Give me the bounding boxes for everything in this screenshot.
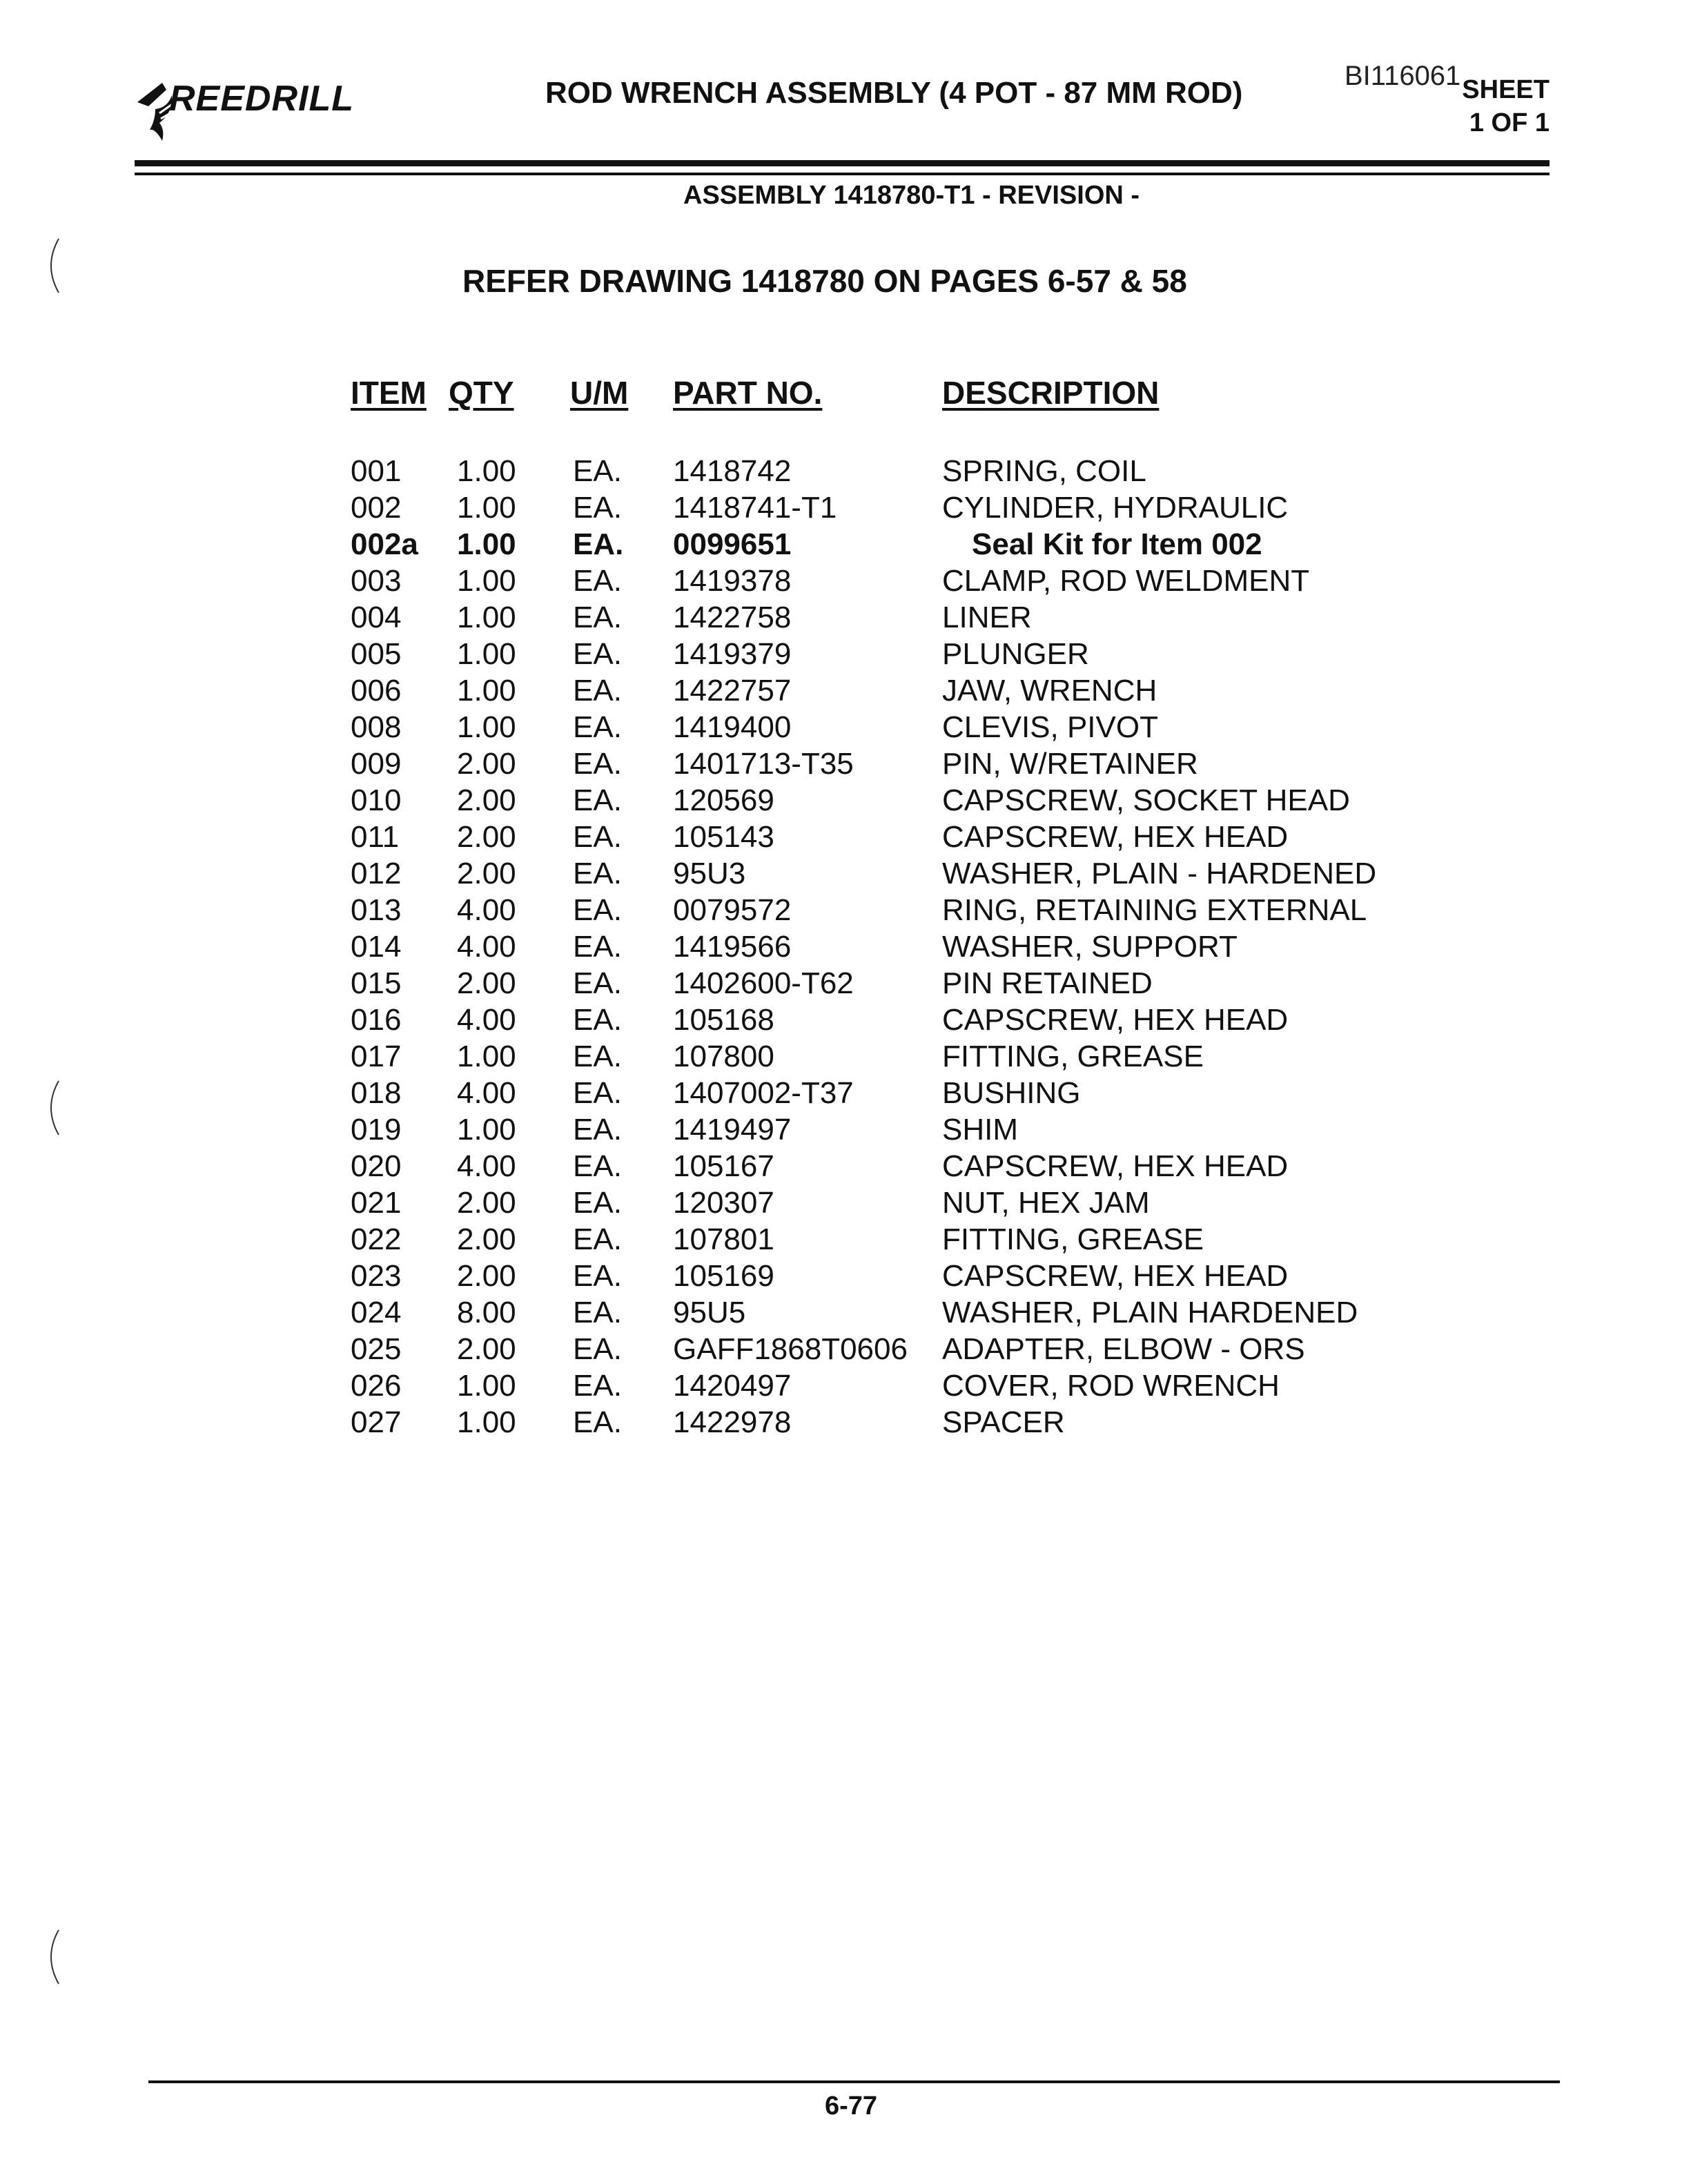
qty-cell: 4.00	[457, 1149, 516, 1183]
table-row	[0, 819, 1691, 855]
description-cell: NUT, HEX JAM	[942, 1186, 1150, 1220]
qty-cell: 1.00	[457, 601, 516, 634]
description-cell: BUSHING	[942, 1076, 1081, 1110]
description-cell: CLAMP, ROD WELDMENT	[942, 564, 1310, 598]
part-number-cell: 1418741-T1	[673, 491, 837, 525]
description-cell: FITTING, GREASE	[942, 1040, 1204, 1073]
description-cell: LINER	[942, 601, 1032, 634]
description-cell: PIN RETAINED	[942, 966, 1153, 1000]
um-cell: EA.	[573, 454, 622, 488]
description-cell: CAPSCREW, HEX HEAD	[942, 820, 1289, 854]
item-cell: 010	[351, 783, 402, 817]
table-row	[0, 636, 1691, 672]
um-cell: EA.	[573, 857, 622, 890]
um-cell: EA.	[573, 930, 622, 964]
um-cell: EA.	[573, 783, 622, 817]
um-cell: EA.	[573, 1186, 622, 1220]
part-number-cell: 1407002-T37	[673, 1076, 854, 1110]
um-cell: EA.	[573, 710, 622, 744]
item-cell: 004	[351, 601, 402, 634]
item-cell: 023	[351, 1259, 402, 1293]
page-number: 6-77	[825, 2092, 878, 2120]
sheet-label: SHEET	[1462, 75, 1550, 104]
um-cell: EA.	[573, 1296, 622, 1329]
table-row	[0, 672, 1691, 709]
description-cell: SPACER	[942, 1405, 1065, 1439]
qty-cell: 2.00	[457, 857, 516, 890]
description-cell: RING, RETAINING EXTERNAL	[942, 893, 1367, 927]
qty-cell: 1.00	[457, 491, 516, 525]
binder-mark-icon	[38, 1926, 66, 1988]
um-cell: EA.	[573, 1369, 622, 1403]
part-number-cell: 105169	[673, 1259, 774, 1293]
description-cell: CAPSCREW, HEX HEAD	[942, 1003, 1289, 1037]
um-cell: EA.	[573, 491, 622, 525]
part-number-cell: 1418742	[673, 454, 792, 488]
item-cell: 012	[351, 857, 402, 890]
description-cell: WASHER, PLAIN - HARDENED	[942, 857, 1377, 890]
logo-wordmark: REEDRILL	[169, 79, 354, 119]
um-cell: EA.	[573, 1149, 622, 1183]
um-cell: EA.	[573, 1259, 622, 1293]
description-cell: FITTING, GREASE	[942, 1222, 1204, 1256]
sheet-indicator	[1446, 73, 1550, 139]
item-cell: 002	[351, 491, 402, 525]
part-number-cell: 0079572	[673, 893, 792, 927]
part-number-cell: 107800	[673, 1040, 774, 1073]
qty-cell: 2.00	[457, 1259, 516, 1293]
table-row	[0, 453, 1691, 489]
header-rule-thick	[135, 160, 1550, 166]
qty-cell: 2.00	[457, 783, 516, 817]
um-cell: EA.	[573, 820, 622, 854]
um-cell: EA.	[573, 601, 622, 634]
description-cell: PLUNGER	[942, 637, 1089, 671]
table-row	[0, 1258, 1691, 1294]
column-header-um: U/M	[570, 375, 629, 411]
part-number-cell: 105143	[673, 820, 774, 854]
description-cell: WASHER, PLAIN HARDENED	[942, 1296, 1358, 1329]
qty-cell: 2.00	[457, 1186, 516, 1220]
table-row	[0, 1404, 1691, 1441]
parts-table-body	[0, 453, 1691, 1441]
part-number-cell: 1419400	[673, 710, 792, 744]
qty-cell: 2.00	[457, 1332, 516, 1366]
table-row	[0, 1331, 1691, 1367]
qty-cell: 4.00	[457, 893, 516, 927]
table-row	[0, 1075, 1691, 1111]
table-row	[0, 855, 1691, 892]
qty-cell: 2.00	[457, 747, 516, 781]
um-cell: EA.	[573, 1222, 622, 1256]
qty-cell: 1.00	[457, 1369, 516, 1403]
um-cell: EA.	[573, 1332, 622, 1366]
table-row	[0, 1367, 1691, 1404]
um-cell: EA.	[573, 1405, 622, 1439]
part-number-cell: 1402600-T62	[673, 966, 854, 1000]
description-cell: CAPSCREW, HEX HEAD	[942, 1149, 1289, 1183]
item-cell: 003	[351, 564, 402, 598]
um-cell: EA.	[573, 1040, 622, 1073]
table-row	[0, 1184, 1691, 1221]
qty-cell: 4.00	[457, 1076, 516, 1110]
item-cell: 021	[351, 1186, 402, 1220]
um-cell: EA.	[573, 893, 622, 927]
part-number-cell: 1401713-T35	[673, 747, 854, 781]
item-cell: 020	[351, 1149, 402, 1183]
part-number-cell: 1419378	[673, 564, 792, 598]
table-row	[0, 599, 1691, 636]
item-cell: 016	[351, 1003, 402, 1037]
item-cell: 017	[351, 1040, 402, 1073]
binder-mark-icon	[38, 235, 66, 297]
table-row	[0, 1148, 1691, 1184]
part-number-cell: 120569	[673, 783, 774, 817]
item-cell: 008	[351, 710, 402, 744]
um-cell: EA.	[573, 1003, 622, 1037]
description-cell: Seal Kit for Item 002	[972, 527, 1262, 561]
item-cell: 011	[351, 820, 400, 854]
part-number-cell: 1419566	[673, 930, 792, 964]
part-number-cell: 1422757	[673, 674, 792, 708]
table-row	[0, 1294, 1691, 1331]
table-row	[0, 965, 1691, 1002]
qty-cell: 1.00	[457, 1113, 516, 1147]
um-cell: EA.	[573, 564, 622, 598]
column-header-qty: QTY	[449, 375, 514, 411]
item-cell: 022	[351, 1222, 402, 1256]
part-number-cell: 1419379	[673, 637, 792, 671]
qty-cell: 1.00	[457, 454, 516, 488]
qty-cell: 4.00	[457, 1003, 516, 1037]
column-header-description: DESCRIPTION	[942, 375, 1160, 411]
qty-cell: 1.00	[457, 527, 516, 561]
part-number-cell: 1422758	[673, 601, 792, 634]
description-cell: COVER, ROD WRENCH	[942, 1369, 1280, 1403]
company-logo	[135, 75, 362, 144]
item-cell: 013	[351, 893, 402, 927]
qty-cell: 1.00	[457, 637, 516, 671]
item-cell: 009	[351, 747, 402, 781]
part-number-cell: 1419497	[673, 1113, 792, 1147]
um-cell: EA.	[573, 747, 622, 781]
part-number-cell: 95U3	[673, 857, 746, 890]
table-row	[0, 1038, 1691, 1075]
qty-cell: 1.00	[457, 1405, 516, 1439]
table-row-seal-kit	[0, 526, 1691, 563]
um-cell: EA.	[573, 966, 622, 1000]
qty-cell: 4.00	[457, 930, 516, 964]
qty-cell: 1.00	[457, 674, 516, 708]
item-cell: 018	[351, 1076, 402, 1110]
qty-cell: 1.00	[457, 1040, 516, 1073]
description-cell: PIN, W/RETAINER	[942, 747, 1198, 781]
description-cell: CAPSCREW, HEX HEAD	[942, 1259, 1289, 1293]
table-row	[0, 928, 1691, 965]
description-cell: SPRING, COIL	[942, 454, 1146, 488]
assembly-line: ASSEMBLY 1418780-T1 - REVISION -	[683, 181, 1140, 210]
item-cell: 025	[351, 1332, 402, 1366]
part-number-cell: 1422978	[673, 1405, 792, 1439]
item-cell: 002a	[351, 527, 418, 561]
refer-drawing-line: REFER DRAWING 1418780 ON PAGES 6-57 & 58	[462, 263, 1187, 299]
um-cell: EA.	[573, 674, 622, 708]
part-number-cell: 1420497	[673, 1369, 792, 1403]
um-cell: EA.	[573, 637, 622, 671]
sheet-value: 1 OF 1	[1469, 108, 1550, 137]
description-cell: WASHER, SUPPORT	[942, 930, 1238, 964]
qty-cell: 1.00	[457, 564, 516, 598]
description-cell: CLEVIS, PIVOT	[942, 710, 1158, 744]
qty-cell: 1.00	[457, 710, 516, 744]
table-row	[0, 1111, 1691, 1148]
footer-rule	[148, 2080, 1560, 2083]
item-cell: 001	[351, 454, 402, 488]
table-row	[0, 892, 1691, 928]
qty-cell: 8.00	[457, 1296, 516, 1329]
part-number-cell: 105167	[673, 1149, 774, 1183]
item-cell: 014	[351, 930, 402, 964]
table-row	[0, 745, 1691, 782]
part-number-cell: 0099651	[673, 527, 792, 561]
part-number-cell: 107801	[673, 1222, 774, 1256]
column-header-part-no: PART NO.	[673, 375, 823, 411]
description-cell: JAW, WRENCH	[942, 674, 1157, 708]
item-cell: 019	[351, 1113, 402, 1147]
item-cell: 005	[351, 637, 402, 671]
document-number: BI116061	[1345, 61, 1461, 91]
item-cell: 027	[351, 1405, 402, 1439]
table-row	[0, 709, 1691, 745]
um-cell: EA.	[573, 1076, 622, 1110]
part-number-cell: GAFF1868T0606	[673, 1332, 908, 1366]
column-header-item: ITEM	[351, 375, 427, 411]
item-cell: 015	[351, 966, 402, 1000]
um-cell: EA.	[573, 1113, 622, 1147]
description-cell: SHIM	[942, 1113, 1018, 1147]
header-rule-thin	[135, 173, 1550, 175]
table-row	[0, 489, 1691, 526]
table-row	[0, 1221, 1691, 1258]
qty-cell: 2.00	[457, 820, 516, 854]
item-cell: 024	[351, 1296, 402, 1329]
table-row	[0, 563, 1691, 599]
um-cell: EA.	[573, 527, 624, 561]
item-cell: 006	[351, 674, 402, 708]
part-number-cell: 120307	[673, 1186, 774, 1220]
part-number-cell: 95U5	[673, 1296, 746, 1329]
page-title: ROD WRENCH ASSEMBLY (4 POT - 87 MM ROD)	[545, 76, 1243, 110]
part-number-cell: 105168	[673, 1003, 774, 1037]
table-row	[0, 782, 1691, 819]
table-row	[0, 1002, 1691, 1038]
description-cell: CAPSCREW, SOCKET HEAD	[942, 783, 1350, 817]
qty-cell: 2.00	[457, 966, 516, 1000]
item-cell: 026	[351, 1369, 402, 1403]
binder-mark-icon	[38, 1077, 66, 1139]
description-cell: CYLINDER, HYDRAULIC	[942, 491, 1289, 525]
qty-cell: 2.00	[457, 1222, 516, 1256]
description-cell: ADAPTER, ELBOW - ORS	[942, 1332, 1305, 1366]
